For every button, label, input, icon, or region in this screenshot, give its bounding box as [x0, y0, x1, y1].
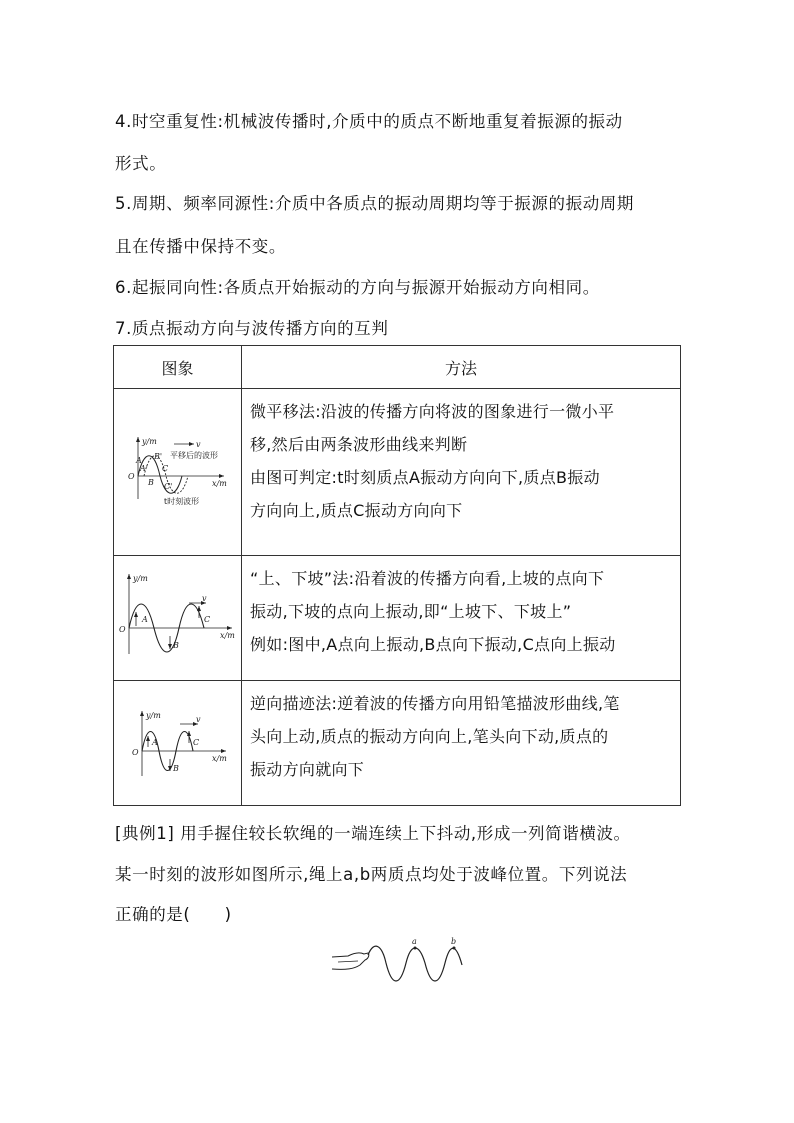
method-cell-2: [242, 556, 681, 681]
point-b-label: B: [173, 764, 179, 773]
method-1-line-4: 方向向上,质点C振动方向向下: [250, 501, 463, 520]
header-figure: 图象: [114, 346, 242, 389]
point-b-marker: [453, 947, 456, 950]
point-c-label: C: [204, 615, 211, 624]
figure-cell-1: [114, 389, 242, 556]
origin-label: O: [128, 472, 135, 481]
point-b-label: B: [148, 478, 154, 487]
point-c-label: C: [193, 738, 200, 747]
point-a-marker: [414, 947, 417, 950]
paragraph-5-line-2: 且在传播中保持不变。: [115, 237, 286, 256]
y-axis-label: y/m: [142, 437, 157, 446]
method-1-line-3: 由图可判定:t时刻质点A振动方向向下,质点B振动: [250, 468, 600, 487]
paragraph-4-line-2: 形式。: [115, 154, 167, 173]
method-3-line-1: 逆向描迹法:逆着波的传播方向用铅笔描波形曲线,笔: [250, 694, 620, 713]
reverse-trace-wave-figure: [114, 681, 241, 805]
paragraph-5-line-1: 5.周期、频率同源性:介质中各质点的振动周期均等于振源的振动周期: [115, 194, 635, 213]
x-axis-label: x/m: [212, 479, 227, 488]
point-a-label: A: [142, 615, 148, 624]
method-3-line-3: 振动方向就向下: [250, 760, 365, 779]
velocity-label: v: [196, 440, 201, 449]
example-line-1: [典例1] 用手握住较长软绳的一端连续上下抖动,形成一列简谐横波。: [115, 824, 631, 843]
method-1-line-1: 微平移法:沿波的传播方向将波的图象进行一微小平: [250, 402, 615, 421]
example-line-3: 正确的是( ): [115, 905, 232, 924]
figure-cell-3: [114, 681, 242, 806]
y-axis-label: y/m: [133, 574, 148, 583]
method-2-line-3: 例如:图中,A点向上振动,B点向下振动,C点向上振动: [250, 635, 616, 654]
origin-label: O: [132, 748, 139, 757]
micro-shift-wave-figure: [114, 389, 241, 554]
velocity-label: v: [202, 594, 207, 603]
velocity-label: v: [196, 715, 201, 724]
point-c-prime-label: C': [164, 482, 173, 491]
method-table: [113, 345, 681, 806]
point-a-label: A: [136, 456, 142, 465]
slope-method-wave-figure: [114, 556, 241, 680]
point-a-label: a: [412, 937, 417, 946]
paragraph-4-line-1: 4.时空重复性:机械波传播时,介质中的质点不断地重复着振源的振动: [115, 112, 623, 131]
method-cell-1: [242, 389, 681, 556]
origin-label: O: [119, 625, 126, 634]
paragraph-7-title: 7.质点振动方向与波传播方向的互判: [115, 319, 389, 338]
point-b-label: B: [173, 641, 179, 650]
shifted-wave-label: 平移后的波形: [170, 451, 218, 460]
method-2-line-1: “上、下坡”法:沿着波的传播方向看,上坡的点向下: [250, 569, 605, 588]
method-3-line-2: 头向上动,质点的振动方向向上,笔头向下动,质点的: [250, 727, 609, 746]
point-a-label: A: [152, 738, 158, 747]
point-b-prime-label: B': [154, 452, 163, 461]
t-wave-label: t时刻波形: [164, 497, 200, 506]
x-axis-label: x/m: [212, 754, 227, 763]
point-a-prime-label: A': [140, 464, 148, 473]
method-2-line-2: 振动,下坡的点向上振动,即“上坡下、下坡上”: [250, 602, 572, 621]
header-method: 方法: [242, 346, 681, 389]
x-axis-label: x/m: [220, 631, 235, 640]
figure-cell-2: [114, 556, 242, 681]
paragraph-6: 6.起振同向性:各质点开始振动的方向与振源开始振动方向相同。: [115, 278, 600, 297]
method-cell-3: [242, 681, 681, 806]
example-line-2: 某一时刻的波形如图所示,绳上a,b两质点均处于波峰位置。下列说法: [115, 865, 628, 884]
point-b-label: b: [451, 937, 457, 946]
rope-wave-figure: [330, 935, 470, 990]
y-axis-label: y/m: [146, 711, 161, 720]
method-1-line-2: 移,然后由两条波形曲线来判断: [250, 435, 468, 454]
point-c-label: C: [162, 464, 169, 473]
